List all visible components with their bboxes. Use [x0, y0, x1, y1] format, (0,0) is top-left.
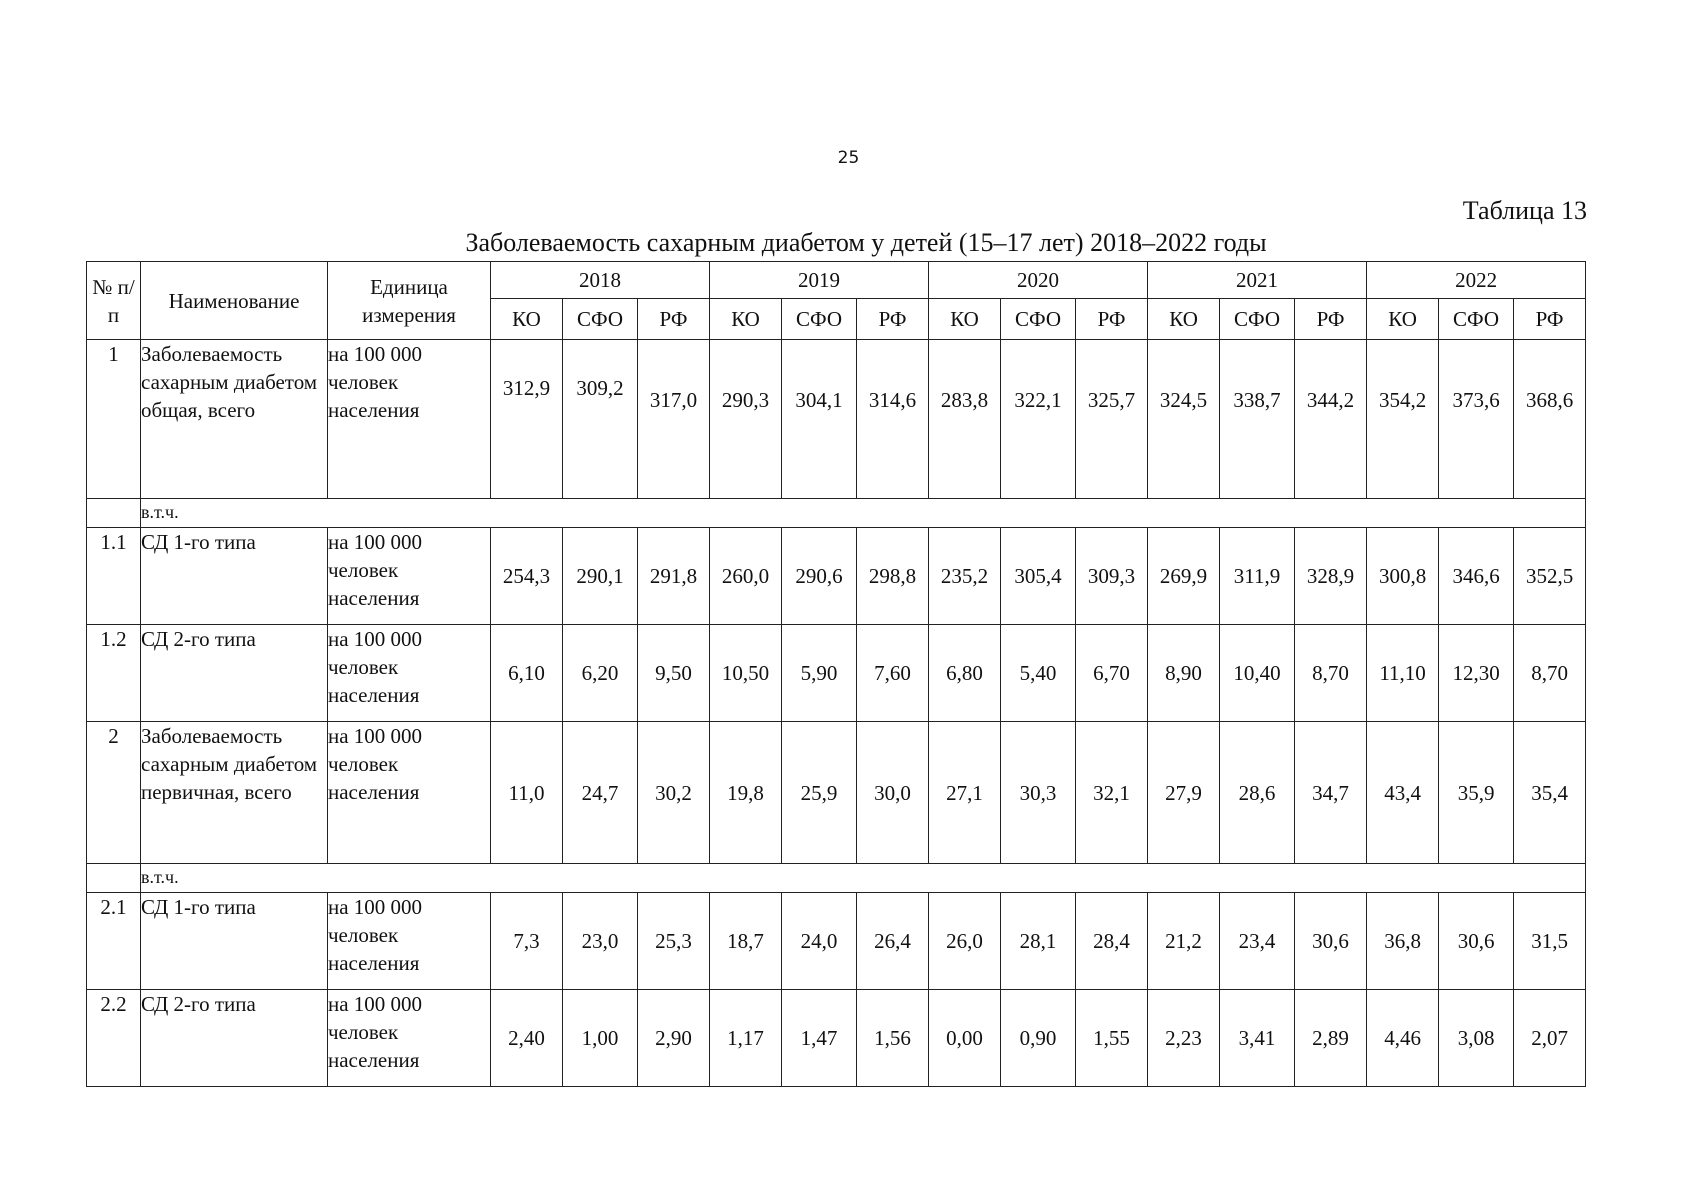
value-cell: 8,90 [1148, 625, 1220, 722]
value-cell: 30,3 [1001, 722, 1076, 864]
table-body [87, 340, 1586, 1087]
value-cell: 2,07 [1514, 990, 1586, 1087]
header-year-2022: 2022 [1367, 262, 1586, 299]
value-cell: 24,0 [782, 893, 857, 990]
value-cell: 8,70 [1514, 625, 1586, 722]
note-text: в.т.ч. [141, 499, 1586, 528]
value-cell: 30,0 [857, 722, 929, 864]
header-ko: КО [929, 299, 1001, 340]
row-name: СД 2-го типа [141, 625, 328, 722]
header-rf: РФ [638, 299, 710, 340]
row-number: 2.2 [87, 990, 141, 1087]
value-cell: 28,4 [1076, 893, 1148, 990]
row-name: Заболеваемость сахарным диабетом первичная, всего [141, 722, 328, 864]
value-cell: 10,40 [1220, 625, 1295, 722]
value-cell: 9,50 [638, 625, 710, 722]
value-cell: 1,00 [563, 990, 638, 1087]
note-empty-cell [87, 864, 141, 893]
page-number: 25 [837, 148, 860, 168]
value-cell: 305,4 [1001, 528, 1076, 625]
value-cell: 11,0 [491, 722, 563, 864]
value-cell: 290,1 [563, 528, 638, 625]
header-sfo: СФО [1001, 299, 1076, 340]
table-row [87, 893, 1586, 990]
note-text: в.т.ч. [141, 864, 1586, 893]
header-year-2018: 2018 [491, 262, 710, 299]
value-cell: 2,23 [1148, 990, 1220, 1087]
value-cell: 8,70 [1295, 625, 1367, 722]
header-rf: РФ [1514, 299, 1586, 340]
header-rf: РФ [1295, 299, 1367, 340]
value-cell: 30,6 [1439, 893, 1514, 990]
value-cell: 32,1 [1076, 722, 1148, 864]
value-cell: 27,9 [1148, 722, 1220, 864]
table-label: Таблица 13 [1462, 196, 1587, 225]
value-cell: 304,1 [782, 340, 857, 499]
header-year-2021: 2021 [1148, 262, 1367, 299]
value-cell: 35,9 [1439, 722, 1514, 864]
value-cell: 30,6 [1295, 893, 1367, 990]
header-sfo: СФО [782, 299, 857, 340]
row-unit: на 100 000 человек населения [328, 340, 491, 499]
value-cell: 235,2 [929, 528, 1001, 625]
value-cell: 27,1 [929, 722, 1001, 864]
header-rf: РФ [857, 299, 929, 340]
value-cell: 283,8 [929, 340, 1001, 499]
value-cell: 373,6 [1439, 340, 1514, 499]
value-cell: 3,41 [1220, 990, 1295, 1087]
header-sfo: СФО [563, 299, 638, 340]
value-cell: 314,6 [857, 340, 929, 499]
value-cell: 324,5 [1148, 340, 1220, 499]
header-rf: РФ [1076, 299, 1148, 340]
value-cell: 312,9 [491, 340, 563, 499]
value-cell: 11,10 [1367, 625, 1439, 722]
value-cell: 309,3 [1076, 528, 1148, 625]
value-cell: 352,5 [1514, 528, 1586, 625]
row-unit: на 100 000 человек населения [328, 528, 491, 625]
value-cell: 328,9 [1295, 528, 1367, 625]
row-number: 1 [87, 340, 141, 499]
header-year-2020: 2020 [929, 262, 1148, 299]
table-row [87, 722, 1586, 864]
value-cell: 30,2 [638, 722, 710, 864]
row-unit: на 100 000 человек населения [328, 625, 491, 722]
value-cell: 1,55 [1076, 990, 1148, 1087]
row-unit: на 100 000 человек населения [328, 893, 491, 990]
value-cell: 325,7 [1076, 340, 1148, 499]
value-cell: 6,70 [1076, 625, 1148, 722]
value-cell: 19,8 [710, 722, 782, 864]
row-unit: на 100 000 человек населения [328, 990, 491, 1087]
value-cell: 31,5 [1514, 893, 1586, 990]
value-cell: 5,90 [782, 625, 857, 722]
value-cell: 6,10 [491, 625, 563, 722]
value-cell: 354,2 [1367, 340, 1439, 499]
row-number: 2.1 [87, 893, 141, 990]
value-cell: 291,8 [638, 528, 710, 625]
value-cell: 35,4 [1514, 722, 1586, 864]
value-cell: 322,1 [1001, 340, 1076, 499]
value-cell: 18,7 [710, 893, 782, 990]
value-cell: 290,6 [782, 528, 857, 625]
value-cell: 0,00 [929, 990, 1001, 1087]
table-row [87, 990, 1586, 1087]
row-name: СД 2-го типа [141, 990, 328, 1087]
value-cell: 43,4 [1367, 722, 1439, 864]
value-cell: 300,8 [1367, 528, 1439, 625]
value-cell: 311,9 [1220, 528, 1295, 625]
value-cell: 28,6 [1220, 722, 1295, 864]
subtotal-note-row [87, 864, 1586, 893]
header-ko: КО [1367, 299, 1439, 340]
header-sfo: СФО [1439, 299, 1514, 340]
value-cell: 2,40 [491, 990, 563, 1087]
value-cell: 23,4 [1220, 893, 1295, 990]
value-cell: 26,4 [857, 893, 929, 990]
value-cell: 1,47 [782, 990, 857, 1087]
value-cell: 3,08 [1439, 990, 1514, 1087]
header-unit: Единица измерения [328, 262, 491, 340]
value-cell: 298,8 [857, 528, 929, 625]
subtotal-note-row [87, 499, 1586, 528]
value-cell: 2,89 [1295, 990, 1367, 1087]
header-year-2019: 2019 [710, 262, 929, 299]
value-cell: 6,20 [563, 625, 638, 722]
value-cell: 338,7 [1220, 340, 1295, 499]
note-empty-cell [87, 499, 141, 528]
header-ko: КО [1148, 299, 1220, 340]
table-row [87, 528, 1586, 625]
table-row [87, 340, 1586, 499]
value-cell: 309,2 [563, 340, 638, 499]
row-name: СД 1-го типа [141, 528, 328, 625]
row-number: 2 [87, 722, 141, 864]
value-cell: 260,0 [710, 528, 782, 625]
header-sfo: СФО [1220, 299, 1295, 340]
value-cell: 36,8 [1367, 893, 1439, 990]
header-name: Наименование [141, 262, 328, 340]
incidence-table [86, 261, 1586, 1087]
table-row [87, 625, 1586, 722]
header-num: № п/п [87, 262, 141, 340]
value-cell: 1,56 [857, 990, 929, 1087]
value-cell: 269,9 [1148, 528, 1220, 625]
row-number: 1.2 [87, 625, 141, 722]
value-cell: 1,17 [710, 990, 782, 1087]
header-ko: КО [710, 299, 782, 340]
value-cell: 5,40 [1001, 625, 1076, 722]
value-cell: 2,90 [638, 990, 710, 1087]
value-cell: 25,9 [782, 722, 857, 864]
value-cell: 25,3 [638, 893, 710, 990]
value-cell: 344,2 [1295, 340, 1367, 499]
header-ko: КО [491, 299, 563, 340]
value-cell: 290,3 [710, 340, 782, 499]
value-cell: 6,80 [929, 625, 1001, 722]
value-cell: 21,2 [1148, 893, 1220, 990]
value-cell: 4,46 [1367, 990, 1439, 1087]
row-unit: на 100 000 человек населения [328, 722, 491, 864]
value-cell: 24,7 [563, 722, 638, 864]
value-cell: 368,6 [1514, 340, 1586, 499]
value-cell: 26,0 [929, 893, 1001, 990]
row-name: СД 1-го типа [141, 893, 328, 990]
value-cell: 346,6 [1439, 528, 1514, 625]
value-cell: 23,0 [563, 893, 638, 990]
value-cell: 317,0 [638, 340, 710, 499]
value-cell: 254,3 [491, 528, 563, 625]
header-row-years [87, 262, 1586, 299]
value-cell: 7,3 [491, 893, 563, 990]
table-title: Заболеваемость сахарным диабетом у детей (15–17 лет) 2018–2022 годы [465, 228, 1267, 257]
row-number: 1.1 [87, 528, 141, 625]
value-cell: 12,30 [1439, 625, 1514, 722]
value-cell: 0,90 [1001, 990, 1076, 1087]
value-cell: 7,60 [857, 625, 929, 722]
value-cell: 28,1 [1001, 893, 1076, 990]
value-cell: 10,50 [710, 625, 782, 722]
row-name: Заболеваемость сахарным диабетом общая, всего [141, 340, 328, 499]
value-cell: 34,7 [1295, 722, 1367, 864]
